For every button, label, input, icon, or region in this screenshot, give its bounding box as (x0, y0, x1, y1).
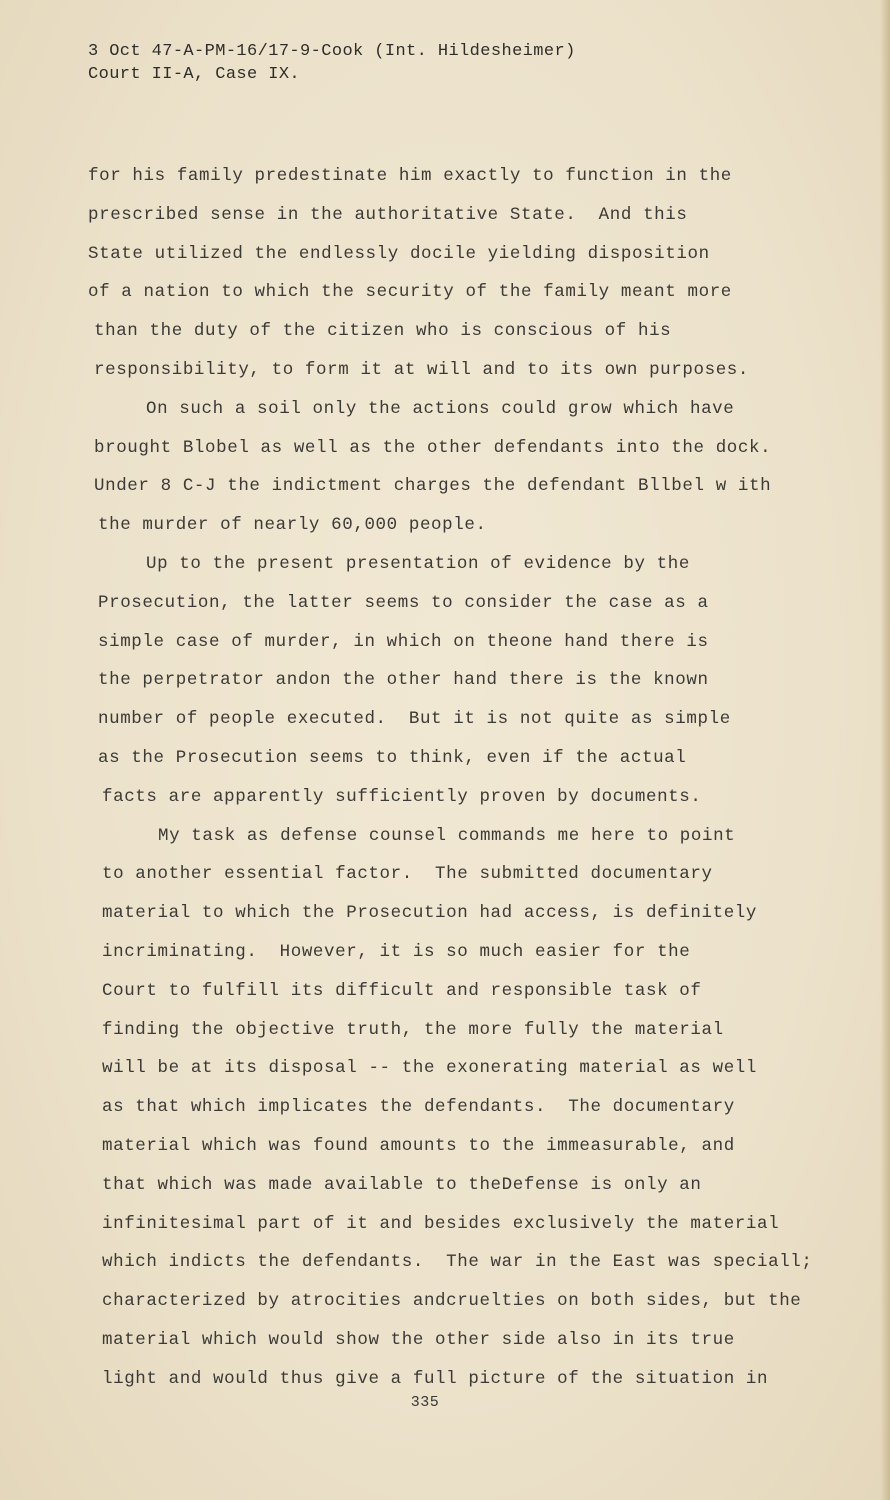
paragraph-start-line: My task as defense counsel commands me here to point (158, 825, 736, 846)
text-line: Prosecution, the latter seems to consider the case as a (98, 592, 709, 613)
text-line: the murder of nearly 60,000 people. (98, 515, 487, 536)
text-line: facts are apparently sufficiently proven by documents. (102, 786, 702, 807)
text-line: that which was made available to theDefense is only an (102, 1174, 702, 1195)
text-line: prescribed sense in the authoritative State. And this (88, 204, 688, 225)
text-line: the perpetrator andon the other hand there is the known (98, 670, 709, 691)
text-line: responsibility, to form it at will and to its own purposes. (94, 359, 750, 380)
paragraph-start-line: Up to the present presentation of evidence by the (146, 553, 690, 574)
text-line: material to which the Prosecution had access, is definitely (102, 903, 758, 924)
text-line: to another essential factor. The submitted documentary (102, 864, 713, 885)
page-edge-shadow (880, 0, 890, 1500)
text-line: material which was found amounts to the immeasurable, and (102, 1135, 735, 1156)
text-line: simple case of murder, in which on theone hand there is (98, 631, 709, 652)
text-line: Court to fulfill its difficult and responsible task of (102, 980, 702, 1001)
text-line: Under 8 C-J the indictment charges the defendant Bllbel w ith (94, 476, 772, 497)
paragraph-start-line: On such a soil only the actions could grow which have (146, 398, 735, 419)
document-header (88, 40, 576, 86)
header-line-2: Court II-A, Case IX. (88, 65, 301, 84)
text-line: incriminating. However, it is so much easier for the (102, 941, 691, 962)
text-line: as that which implicates the defendants. The documentary (102, 1097, 735, 1118)
text-line: than the duty of the citizen who is conscious of his (94, 321, 672, 342)
text-line: State utilized the endlessly docile yielding disposition (88, 243, 710, 264)
text-line: light and would thus give a full picture of the situation in (102, 1368, 769, 1389)
text-line: which indicts the defendants. The war in the East was speciall; (102, 1252, 813, 1273)
text-line: material which would show the other side also in its true (102, 1329, 735, 1350)
header-line-1: 3 Oct 47-A-PM-16/17-9-Cook (Int. Hildesheimer) (88, 42, 576, 61)
text-line: infinitesimal part of it and besides exclusively the material (102, 1213, 780, 1234)
text-line: number of people executed. But it is not quite as simple (98, 709, 731, 730)
text-line: of a nation to which the security of the family meant more (88, 282, 732, 303)
body-text (88, 157, 848, 1399)
text-line: brought Blobel as well as the other defendants into the dock. (94, 437, 772, 458)
text-line: for his family predestinate him exactly to function in the (88, 166, 732, 186)
text-line: characterized by atrocities andcruelties on both sides, but the (102, 1291, 802, 1312)
page-number: 335 (410, 1394, 440, 1411)
text-line: as the Prosecution seems to think, even if the actual (98, 747, 687, 768)
text-line: finding the objective truth, the more fully the material (102, 1019, 724, 1040)
text-line: will be at its disposal -- the exonerating material as well (102, 1058, 758, 1079)
